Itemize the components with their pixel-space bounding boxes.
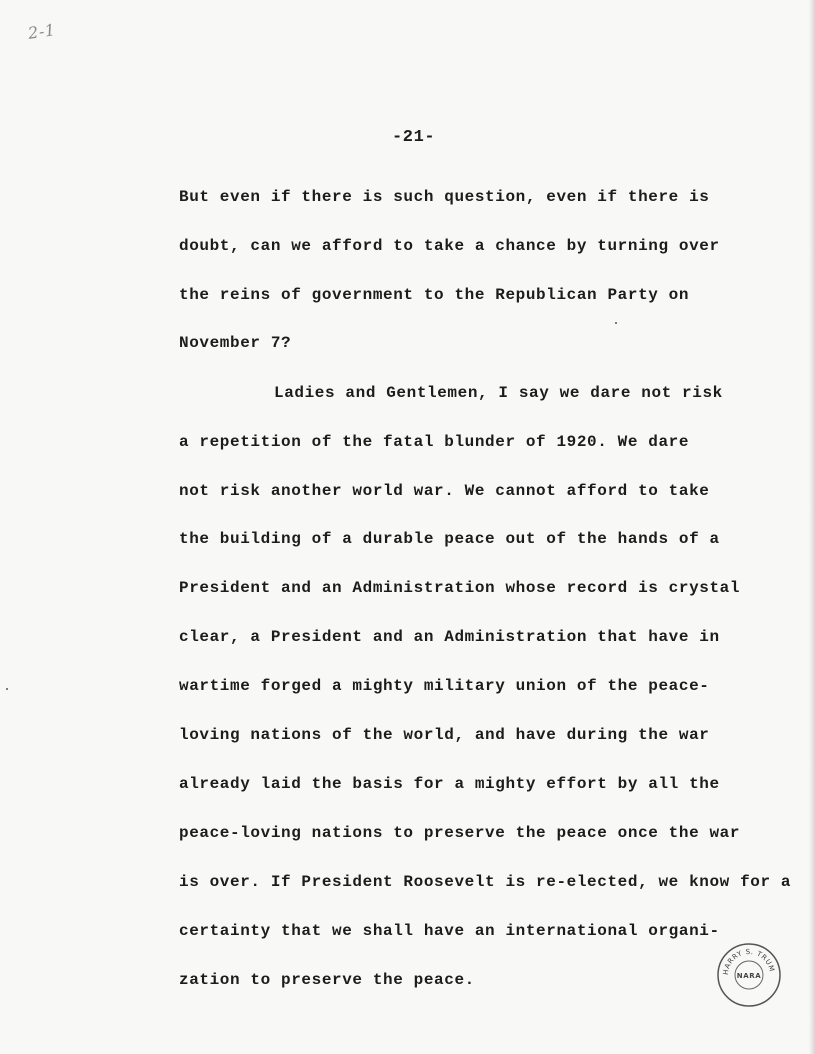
seal-center-text: NARA [736,972,762,980]
text-line-9: President and an Administration whose record is crystal [179,579,741,597]
svg-text:HARRY S. TRUMAN LIBRARY [716,942,776,975]
text-line-10: clear, a President and an Administration that have in [179,628,720,646]
text-line-3: the reins of government to the Republican Party on [179,286,690,304]
text-line-8: the building of a durable peace out of the hands of a [179,530,720,548]
text-line-5: Ladies and Gentlemen, I say we dare not risk [274,384,723,402]
text-line-11: wartime forged a mighty military union of the peace- [179,677,710,695]
text-line-15: is over. If President Roosevelt is re-elected, we know for a [179,873,792,891]
text-line-1: But even if there is such question, even if there is [179,188,710,206]
text-line-13: already laid the basis for a mighty effort by all the [179,775,720,793]
text-line-14: peace-loving nations to preserve the peace once the war [179,824,741,842]
margin-note: 2-1 [26,20,57,43]
text-line-17: zation to preserve the peace. [179,971,475,989]
text-line-12: loving nations of the world, and have during the war [179,726,710,744]
seal-top-text: HARRY S. TRUM [721,947,776,976]
scan-edge-shadow [809,0,815,1054]
text-line-6: a repetition of the fatal blunder of 1920. We dare [179,433,690,451]
text-line-7: not risk another world war. We cannot afford to take [179,482,710,500]
scan-speck [6,688,8,690]
library-seal-stamp [716,942,782,1008]
scan-speck [615,322,617,324]
seal-icon [716,942,782,1008]
text-line-2: doubt, can we afford to take a chance by turning over [179,237,720,255]
text-line-16: certainty that we shall have an international organi- [179,922,720,940]
page-number: -21- [392,128,436,147]
text-line-4: November 7? [179,334,292,352]
